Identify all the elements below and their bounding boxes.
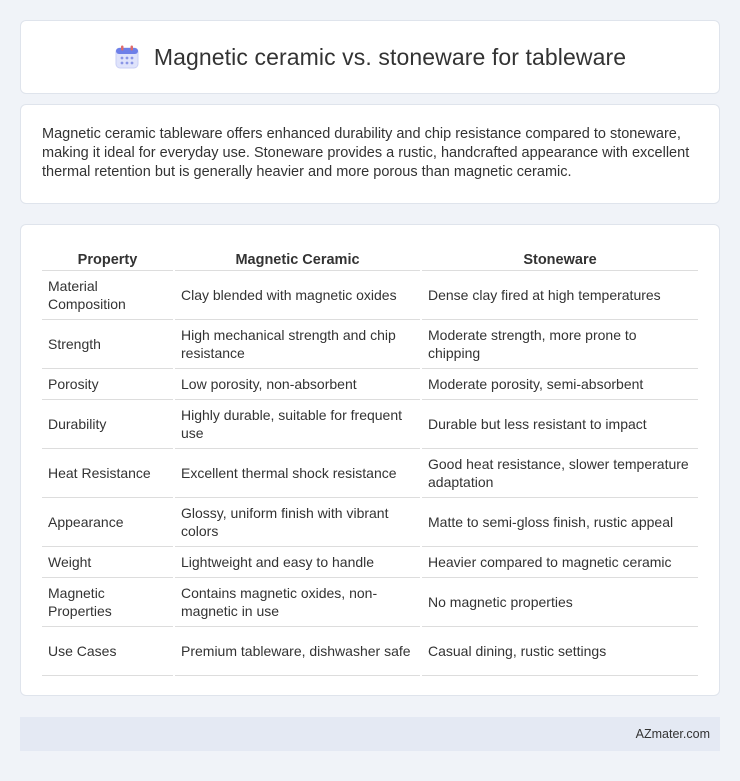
table-cell: Material Composition <box>42 271 173 320</box>
summary-card <box>20 104 720 204</box>
summary-text: Magnetic ceramic tableware offers enhanced durability and chip resistance compared to stoneware, making it ideal for everyday use. Stoneware provides a rustic, handcrafted appearance with excellent thermal retention but is generally heavier and more porous than magnetic ceramic. <box>42 126 690 180</box>
table-cell: Heat Resistance <box>42 449 173 498</box>
table-row <box>42 498 698 547</box>
table-row <box>42 627 698 676</box>
table-row <box>42 320 698 369</box>
page-title: Magnetic ceramic vs. stoneware for tableware <box>153 43 627 70</box>
table-cell: Casual dining, rustic settings <box>422 627 698 676</box>
table-header-row <box>42 245 698 271</box>
table-cell: Appearance <box>42 498 173 547</box>
table-cell: Clay blended with magnetic oxides <box>175 271 420 320</box>
table-row <box>42 400 698 449</box>
footer-brand: AZmater.com <box>635 727 710 741</box>
table-row <box>42 449 698 498</box>
table-cell: Dense clay fired at high temperatures <box>422 271 698 320</box>
table-cell: Moderate strength, more prone to chipping <box>422 320 698 369</box>
table-cell: Durability <box>42 400 173 449</box>
table-row <box>42 578 698 627</box>
table-cell: Heavier compared to magnetic ceramic <box>422 547 698 578</box>
table-cell: Strength <box>42 320 173 369</box>
column-header: Magnetic Ceramic <box>175 245 420 271</box>
table-row <box>42 547 698 578</box>
footer <box>20 717 720 751</box>
column-header: Stoneware <box>422 245 698 271</box>
table-cell: Excellent thermal shock resistance <box>175 449 420 498</box>
table-cell: Premium tableware, dishwasher safe <box>175 627 420 676</box>
table-cell: Glossy, uniform finish with vibrant colors <box>175 498 420 547</box>
table-cell: Good heat resistance, slower temperature adaptation <box>422 449 698 498</box>
table-cell: High mechanical strength and chip resistance <box>175 320 420 369</box>
table-row <box>42 369 698 400</box>
title-card <box>20 20 720 94</box>
column-header: Property <box>42 245 173 271</box>
table-cell: No magnetic properties <box>422 578 698 627</box>
table-cell: Highly durable, suitable for frequent use <box>175 400 420 449</box>
table-cell: Porosity <box>42 369 173 400</box>
table-cell: Moderate porosity, semi-absorbent <box>422 369 698 400</box>
comparison-table <box>40 245 700 676</box>
table-cell: Magnetic Properties <box>42 578 173 627</box>
comparison-table-card <box>20 224 720 696</box>
table-cell: Low porosity, non-absorbent <box>175 369 420 400</box>
table-cell: Lightweight and easy to handle <box>175 547 420 578</box>
table-row <box>42 271 698 320</box>
calendar-icon <box>114 44 140 70</box>
table-cell: Matte to semi-gloss finish, rustic appeal <box>422 498 698 547</box>
table-cell: Contains magnetic oxides, non-magnetic in use <box>175 578 420 627</box>
table-cell: Use Cases <box>42 627 173 676</box>
table-cell: Weight <box>42 547 173 578</box>
table-cell: Durable but less resistant to impact <box>422 400 698 449</box>
